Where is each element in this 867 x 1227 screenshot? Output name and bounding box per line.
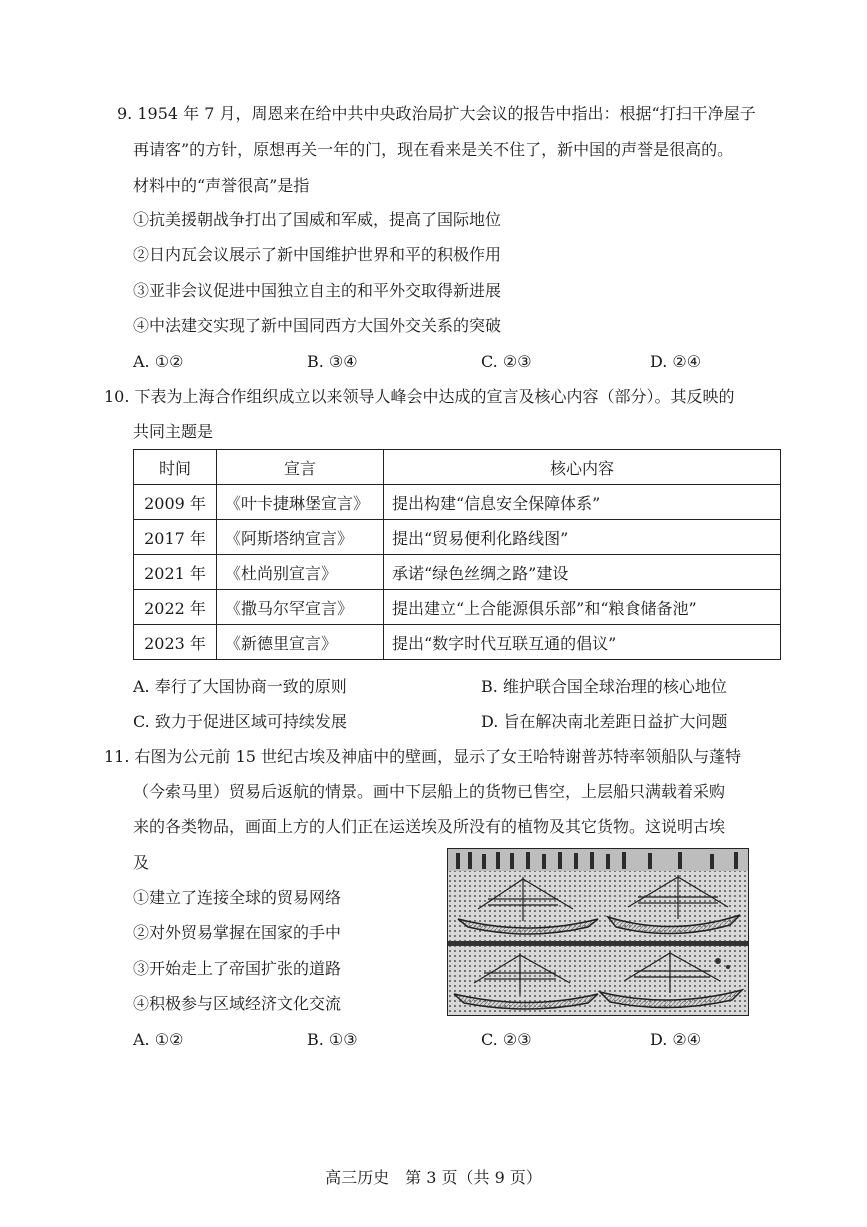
table-cell-declaration: 《叶卡捷琳堡宣言》 xyxy=(217,485,384,520)
q10-option-d[interactable]: D. 旨在解决南北差距日益扩大问题 xyxy=(481,712,728,731)
table-cell-year: 2021 年 xyxy=(134,555,217,590)
table-cell-declaration: 《阿斯塔纳宣言》 xyxy=(217,520,384,555)
table-header-declaration: 宣言 xyxy=(217,450,384,485)
q9-item-1: ①抗美援朝战争打出了国威和军威，提高了国际地位 xyxy=(133,210,502,229)
q11-option-b[interactable]: B. ①③ xyxy=(307,1030,358,1049)
table-cell-declaration: 《撒马尔罕宣言》 xyxy=(217,590,384,625)
table-cell-content: 承诺“绿色丝绸之路”建设 xyxy=(384,555,781,590)
q10-option-c[interactable]: C. 致力于促进区域可持续发展 xyxy=(133,712,347,731)
q11-option-c[interactable]: C. ②③ xyxy=(481,1030,532,1049)
table-cell-year: 2022 年 xyxy=(134,590,217,625)
q9-item-3: ③亚非会议促进中国独立自主的和平外交取得新进展 xyxy=(133,281,502,300)
q9-stem-line-3: 材料中的“声誉很高”是指 xyxy=(133,176,310,195)
q9-stem-line-1: 9. 1954 年 7 月，周恩来在给中共中央政治局扩大会议的报告中指出：根据“打扫干净屋子 xyxy=(117,104,756,123)
table-cell-year: 2017 年 xyxy=(134,520,217,555)
q9-item-2: ②日内瓦会议展示了新中国维护世界和平的积极作用 xyxy=(133,245,502,264)
q9-stem-line-2: 再请客”的方针，原想再关一年的门，现在看来是关不住了，新中国的声誉是很高的。 xyxy=(133,140,734,159)
q10-stem-line-1: 10. 下表为上海合作组织成立以来领导人峰会中达成的宣言及核心内容（部分）。其反映的 xyxy=(104,387,735,406)
q10-stem-line-2: 共同主题是 xyxy=(133,422,214,441)
q11-option-a[interactable]: A. ①② xyxy=(133,1030,184,1049)
table-row xyxy=(134,485,781,520)
q11-stem-line-1: 11. 右图为公元前 15 世纪古埃及神庙中的壁画，显示了女王哈特谢普苏特率领船队与蓬特 xyxy=(104,747,742,766)
q11-item-1: ①建立了连接全球的贸易网络 xyxy=(133,888,342,907)
q9-option-d[interactable]: D. ②④ xyxy=(650,352,702,371)
table-cell-content: 提出“数字时代互联互通的倡议” xyxy=(384,625,781,660)
table-row xyxy=(134,520,781,555)
q11-option-d[interactable]: D. ②④ xyxy=(650,1030,702,1049)
q11-stem-line-3: 来的各类物品，画面上方的人们正在运送埃及所没有的植物及其它货物。这说明古埃 xyxy=(133,817,726,836)
q9-option-b[interactable]: B. ③④ xyxy=(307,352,358,371)
q10-option-a[interactable]: A. 奉行了大国协商一致的原则 xyxy=(133,677,347,696)
table-header-row xyxy=(134,450,781,485)
q11-stem-line-4: 及 xyxy=(133,853,150,872)
table-cell-content: 提出构建“信息安全保障体系” xyxy=(384,485,781,520)
egyptian-mural-image xyxy=(447,848,749,1016)
table-header-core-content: 核心内容 xyxy=(384,450,781,485)
table-cell-declaration: 《杜尚别宣言》 xyxy=(217,555,384,590)
q9-option-c[interactable]: C. ②③ xyxy=(481,352,532,371)
table-row xyxy=(134,555,781,590)
page-footer: 高三历史 第 3 页（共 9 页） xyxy=(325,1168,542,1187)
table-row xyxy=(134,625,781,660)
q11-stem-line-2: （今索马里）贸易后返航的情景。画中下层船上的货物已售空，上层船只满载着采购 xyxy=(133,782,726,801)
q9-option-a[interactable]: A. ①② xyxy=(133,352,184,371)
q11-item-4: ④积极参与区域经济文化交流 xyxy=(133,994,342,1013)
mural-drawing xyxy=(448,849,748,1015)
table-cell-content: 提出“贸易便利化路线图” xyxy=(384,520,781,555)
table-cell-year: 2023 年 xyxy=(134,625,217,660)
table-cell-content: 提出建立“上合能源俱乐部”和“粮食储备池” xyxy=(384,590,781,625)
table-header-time: 时间 xyxy=(134,450,217,485)
table-row xyxy=(134,590,781,625)
q11-item-3: ③开始走上了帝国扩张的道路 xyxy=(133,959,342,978)
q11-item-2: ②对外贸易掌握在国家的手中 xyxy=(133,923,342,942)
table-cell-declaration: 《新德里宣言》 xyxy=(217,625,384,660)
q10-option-b[interactable]: B. 维护联合国全球治理的核心地位 xyxy=(481,677,727,696)
table-cell-year: 2009 年 xyxy=(134,485,217,520)
q9-item-4: ④中法建交实现了新中国同西方大国外交关系的突破 xyxy=(133,316,502,335)
declaration-table xyxy=(133,449,781,660)
